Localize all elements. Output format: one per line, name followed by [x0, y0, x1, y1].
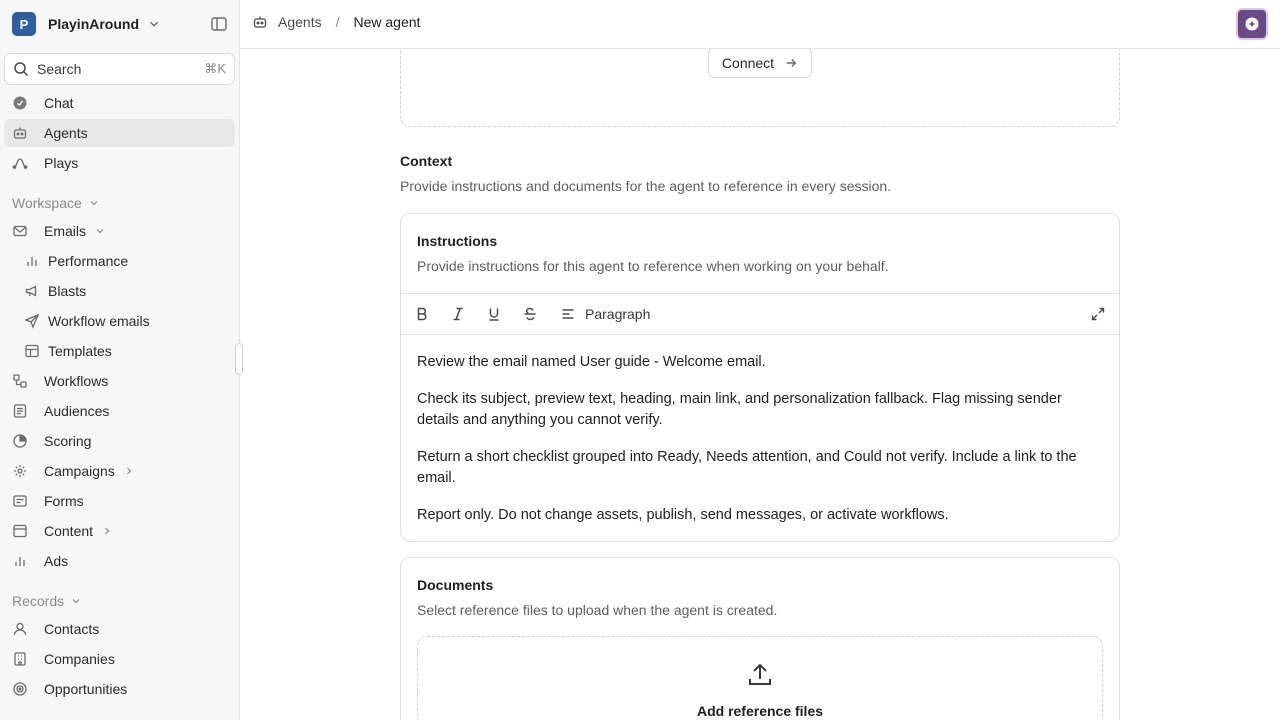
assistant-icon — [1244, 16, 1260, 32]
chevron-right-icon — [101, 525, 113, 537]
italic-icon[interactable] — [450, 306, 466, 322]
section-records[interactable] — [12, 591, 82, 611]
bar-chart-icon — [24, 253, 40, 269]
documents-card — [400, 557, 1120, 720]
search-input[interactable] — [4, 53, 235, 85]
sidebar-item-ads[interactable] — [4, 547, 235, 575]
connect-label: Connect — [721, 54, 775, 71]
sidebar-item-plays[interactable] — [4, 149, 235, 177]
megaphone-icon — [24, 283, 40, 299]
sidebar-item-audiences[interactable] — [4, 397, 235, 425]
breadcrumb — [252, 14, 420, 30]
workspace-switcher[interactable] — [12, 12, 228, 36]
sidebar-item-label: Emails — [44, 223, 87, 239]
documents-title: Documents — [417, 577, 494, 593]
sidebar-item-label: Campaigns — [44, 463, 115, 479]
chevron-down-icon — [88, 197, 100, 209]
sidebar-item-label: Forms — [44, 493, 84, 509]
instructions-title: Instructions — [417, 233, 498, 249]
template-icon — [24, 343, 40, 359]
upload-icon — [746, 661, 774, 689]
user-avatar[interactable] — [1236, 8, 1268, 40]
add-reference-files-label: Add reference files — [696, 703, 824, 719]
sidebar-item-opportunities[interactable] — [4, 675, 235, 703]
sidebar-item-label: Workflows — [44, 373, 109, 389]
editor-toolbar — [401, 293, 1119, 335]
instructions-description: Provide instructions for this agent to reference when working on your behalf. — [417, 258, 889, 274]
sidebar-item-scoring[interactable] — [4, 427, 235, 455]
sidebar-item-performance[interactable] — [4, 247, 235, 275]
sidebar-item-chat[interactable] — [4, 89, 235, 117]
robot-icon — [12, 125, 28, 141]
plays-icon — [12, 155, 28, 171]
documents-description: Select reference files to upload when the agent is created. — [417, 602, 778, 618]
connect-button[interactable] — [708, 49, 812, 78]
sidebar-item-workflows[interactable] — [4, 367, 235, 395]
sidebar-item-label: Ads — [44, 553, 69, 569]
user-icon — [12, 621, 28, 637]
section-label: Records — [12, 593, 65, 609]
sidebar-item-label: Blasts — [48, 283, 87, 299]
reference-files-dropzone[interactable] — [417, 636, 1103, 720]
sidebar-item-campaigns[interactable] — [4, 457, 235, 485]
sidebar-item-label: Contacts — [44, 621, 100, 637]
instructions-paragraph: Return a short checklist grouped into Ready, Needs attention, and Could not verify. Include a link to the email. — [417, 449, 1077, 486]
section-label: Workspace — [12, 195, 82, 211]
paragraph-format-dropdown[interactable]: Paragraph — [585, 306, 651, 322]
sidebar-item-label: Scoring — [44, 433, 92, 449]
sidebar-item-label: Chat — [44, 95, 74, 111]
opportunity-icon — [12, 681, 28, 697]
sidebar-item-agents[interactable] — [4, 119, 235, 147]
building-icon — [12, 651, 28, 667]
chevron-right-icon — [123, 465, 135, 477]
sidebar-item-label: Plays — [44, 155, 79, 171]
list-icon — [12, 403, 28, 419]
sidebar-item-contacts[interactable] — [4, 615, 235, 643]
sidebar-toggle-icon[interactable] — [210, 15, 228, 33]
scoring-icon — [12, 433, 28, 449]
expand-icon[interactable] — [1090, 306, 1106, 322]
workspace-avatar: P — [12, 12, 36, 36]
instructions-editor[interactable] — [417, 352, 1097, 542]
content-icon — [12, 523, 28, 539]
sidebar-item-forms[interactable] — [4, 487, 235, 515]
sidebar-item-content[interactable] — [4, 517, 235, 545]
sidebar-item-emails[interactable] — [4, 217, 235, 245]
strikethrough-icon[interactable] — [522, 306, 538, 322]
breadcrumb-agents-link[interactable]: Agents — [278, 14, 322, 30]
workspace-name: PlayinAround — [48, 16, 140, 32]
search-shortcut: ⌘K — [204, 61, 226, 76]
sidebar-item-label: Agents — [44, 125, 88, 141]
main-content — [240, 49, 1280, 720]
sidebar — [0, 0, 240, 720]
sidebar-item-label: Audiences — [44, 403, 110, 419]
section-workspace[interactable] — [12, 193, 100, 213]
chat-icon — [12, 95, 28, 111]
bold-icon[interactable] — [414, 306, 430, 322]
top-bar — [240, 0, 1280, 49]
sidebar-item-label: Templates — [48, 343, 112, 359]
sidebar-item-label: Opportunities — [44, 681, 128, 697]
sidebar-item-companies[interactable] — [4, 645, 235, 673]
sidebar-item-label: Content — [44, 523, 94, 539]
campaigns-icon — [12, 463, 28, 479]
sidebar-item-label: Performance — [48, 253, 129, 269]
context-title: Context — [400, 153, 453, 169]
workflow-icon — [12, 373, 28, 389]
instructions-card — [400, 213, 1120, 542]
context-description: Provide instructions and documents for the agent to reference in every session. — [400, 178, 892, 194]
sidebar-item-workflow-emails[interactable] — [4, 307, 235, 335]
chevron-down-icon — [147, 17, 161, 31]
underline-icon[interactable] — [486, 306, 502, 322]
instructions-paragraph: Report only. Do not change assets, publish, send messages, or activate workflows. — [417, 507, 949, 523]
sidebar-item-templates[interactable] — [4, 337, 235, 365]
sidebar-item-label: Workflow emails — [48, 313, 150, 329]
breadcrumb-current: New agent — [353, 14, 421, 30]
breadcrumb-separator: / — [335, 14, 340, 30]
search-label: Search — [37, 61, 82, 77]
send-icon — [24, 313, 40, 329]
sidebar-item-blasts[interactable] — [4, 277, 235, 305]
instructions-paragraph: Review the email named User guide - Welcome email. — [417, 354, 766, 370]
mail-icon — [12, 223, 28, 239]
bar-chart-icon — [12, 553, 28, 569]
instructions-paragraph: Check its subject, preview text, heading, main link, and personalization fallback. Flag missing sender details and anything you cannot verify. — [417, 391, 1062, 428]
sidebar-item-label: Companies — [44, 651, 115, 667]
align-left-icon[interactable] — [560, 306, 576, 322]
chevron-down-icon — [70, 595, 82, 607]
forms-icon — [12, 493, 28, 509]
arrow-right-icon — [784, 56, 798, 70]
robot-icon — [252, 14, 268, 30]
search-icon — [13, 61, 29, 77]
chevron-down-icon — [94, 225, 106, 237]
